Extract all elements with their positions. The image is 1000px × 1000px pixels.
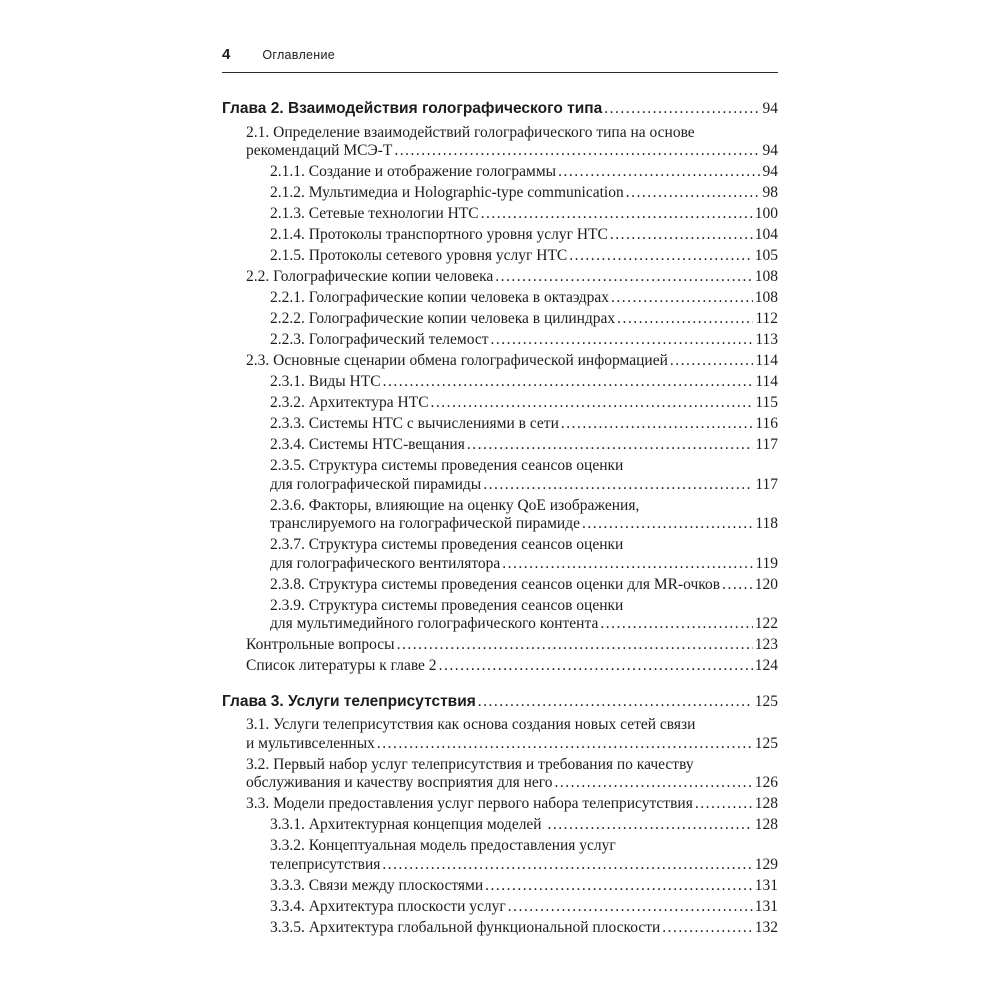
toc-entry-title: 2.1.3. Сетевые технологии HTC: [270, 205, 479, 222]
toc-entry: [222, 837, 778, 874]
toc-entry-line: [246, 352, 778, 371]
toc-entry-title: для голографической пирамиды: [270, 475, 482, 493]
toc-entry-page-number: 129: [754, 855, 778, 873]
toc-entry-line: [270, 436, 778, 455]
toc-entry-title: 2.1.1. Создание и отображение голограммы: [270, 163, 557, 180]
toc-entry-line: [270, 615, 778, 634]
toc-entry-title: 2.3.4. Системы HTC-вещания: [270, 436, 465, 453]
toc-entry-line: [270, 205, 778, 224]
toc-entry: [222, 795, 778, 814]
dot-leader: [695, 795, 753, 814]
toc-entry-line: [270, 394, 778, 413]
toc-entry-title: 2.2.3. Голографический телемост: [270, 331, 489, 348]
dot-leader: [439, 657, 753, 676]
toc-entry: [222, 597, 778, 634]
toc-entry-line: [270, 515, 778, 534]
running-head-title: Оглавление: [262, 48, 336, 62]
toc-entry: [222, 124, 778, 161]
toc-entry-line: [270, 576, 778, 595]
dot-leader: [478, 693, 753, 712]
dot-leader: [558, 163, 760, 182]
toc-entry-page-number: 108: [754, 289, 778, 306]
toc-entry-line: 2.1. Определение взаимодействий голографического типа на основе: [246, 123, 695, 141]
dot-leader: [377, 735, 753, 754]
toc-entry-title: 2.1.4. Протоколы транспортного уровня услуг HTC: [270, 226, 608, 243]
toc-entry-line: 3.3.2. Концептуальная модель предоставления услуг: [270, 837, 616, 854]
toc-entry-title: транслируемого на голографической пирамиде: [270, 515, 580, 532]
dot-leader: [555, 774, 753, 793]
toc-entry-line: [246, 774, 778, 793]
toc-entry: [222, 457, 778, 494]
toc-entry-title: Глава 3. Услуги телеприсутствия: [222, 692, 476, 710]
dot-leader: [483, 476, 753, 495]
toc-entry-line: [270, 310, 778, 329]
toc-entry-page-number: 116: [755, 415, 778, 432]
toc-entry-line: [246, 142, 778, 161]
toc-entry-line: [270, 898, 778, 917]
toc-entry-page-number: 125: [754, 692, 778, 710]
toc-entry-page-number: 108: [754, 268, 778, 285]
toc-entry-page-number: 112: [755, 310, 778, 327]
toc-entry-page-number: 98: [762, 184, 778, 201]
toc-entry-line: 3.1. Услуги телеприсутствия как основа создания новых сетей связи: [246, 716, 696, 733]
toc-entry: [222, 436, 778, 455]
toc-entry-page-number: 118: [755, 515, 778, 532]
toc-entry: [222, 331, 778, 350]
toc-entry: [222, 898, 778, 917]
toc-entry-line: [270, 476, 778, 495]
toc-entry: [222, 497, 778, 534]
page-content: [222, 46, 778, 940]
dot-leader: [502, 555, 753, 574]
toc-entry-page-number: 94: [762, 100, 778, 117]
toc-entry-title: 2.1.5. Протоколы сетевого уровня услуг HTC: [270, 247, 568, 264]
toc-entry-page-number: 117: [755, 475, 778, 493]
toc-entry-title: 2.3.3. Системы HTC с вычислениями в сети: [270, 415, 559, 432]
toc-entry-title: и мультивселенных: [246, 734, 375, 752]
toc-entry-title: для голографического вентилятора: [270, 554, 501, 572]
toc-entry-page-number: 100: [754, 205, 778, 222]
toc-entry-title: Глава 2. Взаимодействия голографического типа: [222, 100, 603, 117]
toc-entry: [222, 373, 778, 392]
dot-leader: [582, 515, 753, 534]
toc-entry-line: 2.3.7. Структура системы проведения сеансов оценки: [270, 536, 624, 553]
toc-entry-title: 3.3.1. Архитектурная концепция моделей: [270, 816, 546, 833]
toc-entry-page-number: 120: [754, 575, 778, 593]
dot-leader: [467, 436, 753, 455]
toc-entry-page-number: 94: [762, 142, 778, 159]
toc-entry: [222, 205, 778, 224]
toc-entry: [222, 415, 778, 434]
toc-entry-title: 3.3.3. Связи между плоскостями: [270, 876, 484, 894]
toc-entry-line: 3.2. Первый набор услуг телеприсутствия и требования по качеству: [246, 755, 694, 773]
toc-entry: [222, 352, 778, 371]
toc-entry-title: 2.3. Основные сценарии обмена голографической информацией: [246, 352, 668, 369]
toc-entry-page-number: 113: [755, 331, 778, 348]
toc-entry-page-number: 124: [754, 657, 778, 674]
toc-entry-page-number: 131: [754, 876, 778, 894]
toc-entry-line: [270, 331, 778, 350]
toc-entry-page-number: 123: [754, 636, 778, 653]
toc-entry: [222, 919, 778, 938]
toc-entry: [222, 163, 778, 182]
dot-leader: [617, 310, 753, 329]
dot-leader: [611, 289, 753, 308]
toc-entry-line: [222, 100, 778, 119]
toc-entry-title: 2.2.2. Голографические копии человека в цилиндрах: [270, 310, 616, 327]
toc-entry: [222, 877, 778, 896]
toc-entry-page-number: 132: [754, 918, 778, 936]
toc-entry-title: для мультимедийного голографического контента: [270, 615, 599, 632]
toc-entry-line: [270, 919, 778, 938]
toc-entry: [222, 716, 778, 753]
dot-leader: [670, 352, 753, 371]
toc-entry-line: [246, 735, 778, 754]
dot-leader: [722, 576, 753, 595]
dot-leader: [508, 898, 753, 917]
toc-entry-line: [270, 247, 778, 266]
toc-entry-line: [270, 184, 778, 203]
toc-entry: [222, 576, 778, 595]
toc-entry-title: 2.1.2. Мультимедиа и Holographic-type communication: [270, 184, 624, 201]
toc-entry-title: 2.3.1. Виды HTC: [270, 373, 381, 390]
toc-entry-title: 2.2. Голографические копии человека: [246, 268, 494, 285]
toc-entry-line: [270, 163, 778, 182]
toc-entry-page-number: 114: [755, 373, 778, 390]
dot-leader: [382, 856, 752, 875]
toc-entry-page-number: 104: [754, 226, 778, 243]
toc-entry-line: 2.3.9. Структура системы проведения сеансов оценки: [270, 596, 624, 614]
toc-entry-title: 3.3. Модели предоставления услуг первого набора телеприсутствия: [246, 795, 693, 812]
toc-entry-page-number: 119: [755, 554, 778, 572]
toc-entry-line: [246, 795, 778, 814]
page-number: 4: [222, 46, 231, 63]
toc-entry: [222, 310, 778, 329]
toc-entry-line: [222, 693, 778, 712]
toc-entry-line: [246, 657, 778, 676]
toc-entry-page-number: 125: [754, 734, 778, 752]
toc-entry-title: телеприсутствия: [270, 855, 381, 873]
toc-entry-line: [270, 856, 778, 875]
toc-entry-line: [270, 373, 778, 392]
toc-entry-title: Контрольные вопросы: [246, 636, 395, 653]
dot-leader: [662, 919, 752, 938]
toc-entry: [222, 536, 778, 573]
toc-entry-line: [270, 289, 778, 308]
toc-entry: [222, 289, 778, 308]
toc-entry: [222, 756, 778, 793]
toc-entry-page-number: 128: [754, 795, 778, 812]
dot-leader: [481, 205, 753, 224]
dot-leader: [485, 877, 753, 896]
toc-entry-page-number: 115: [755, 394, 778, 411]
dot-leader: [626, 184, 761, 203]
toc-entry: [222, 636, 778, 655]
toc-entry-title: рекомендаций МСЭ-Т: [246, 142, 393, 159]
toc-entry-page-number: 126: [754, 774, 778, 791]
dot-leader: [610, 226, 753, 245]
toc-entry-page-number: 94: [762, 163, 778, 180]
toc-entry-title: 2.3.2. Архитектура HTC: [270, 394, 429, 411]
toc-entry-line: 2.3.5. Структура системы проведения сеансов оценки: [270, 457, 624, 474]
toc-entry-page-number: 105: [754, 247, 778, 264]
toc-entry-page-number: 131: [754, 897, 778, 915]
toc-chapter-entry: [222, 100, 778, 119]
dot-leader: [604, 100, 760, 119]
dot-leader: [491, 331, 754, 350]
toc-entry-line: [270, 816, 778, 835]
toc-entry: [222, 657, 778, 676]
toc-entry-title: 2.3.8. Структура системы проведения сеансов оценки для MR-очков: [270, 575, 721, 593]
dot-leader: [495, 268, 752, 287]
toc-entry: [222, 226, 778, 245]
dot-leader: [600, 615, 752, 634]
toc-entry-line: [270, 877, 778, 896]
toc-entry-line: [270, 555, 778, 574]
dot-leader: [397, 636, 753, 655]
toc-entry-line: [246, 268, 778, 287]
toc-entry-line: [270, 415, 778, 434]
toc-entry-line: 2.3.6. Факторы, влияющие на оценку QoE изображения,: [270, 496, 640, 514]
dot-leader: [547, 816, 752, 835]
dot-leader: [569, 247, 753, 266]
toc-entry-title: 2.2.1. Голографические копии человека в октаэдрах: [270, 289, 610, 306]
table-of-contents: [222, 100, 778, 937]
toc-entry: [222, 268, 778, 287]
toc-entry-title: 3.3.4. Архитектура плоскости услуг: [270, 897, 506, 915]
toc-entry-line: [246, 636, 778, 655]
toc-entry-title: обслуживания и качеству восприятия для него: [246, 774, 553, 791]
dot-leader: [561, 415, 753, 434]
toc-entry-line: [270, 226, 778, 245]
page-header: [222, 46, 778, 63]
toc-entry-page-number: 128: [754, 816, 778, 833]
dot-leader: [394, 142, 760, 161]
toc-entry-title: 3.3.5. Архитектура глобальной функциональной плоскости: [270, 918, 661, 936]
toc-entry: [222, 184, 778, 203]
toc-chapter-entry: [222, 693, 778, 712]
dot-leader: [383, 373, 754, 392]
toc-entry-page-number: 117: [755, 436, 778, 453]
toc-entry-page-number: 114: [755, 352, 778, 369]
dot-leader: [431, 394, 754, 413]
toc-entry: [222, 247, 778, 266]
toc-entry: [222, 394, 778, 413]
toc-entry-page-number: 122: [754, 615, 778, 632]
toc-entry: [222, 816, 778, 835]
header-rule: [222, 72, 778, 73]
toc-entry-title: Список литературы к главе 2: [246, 657, 437, 674]
